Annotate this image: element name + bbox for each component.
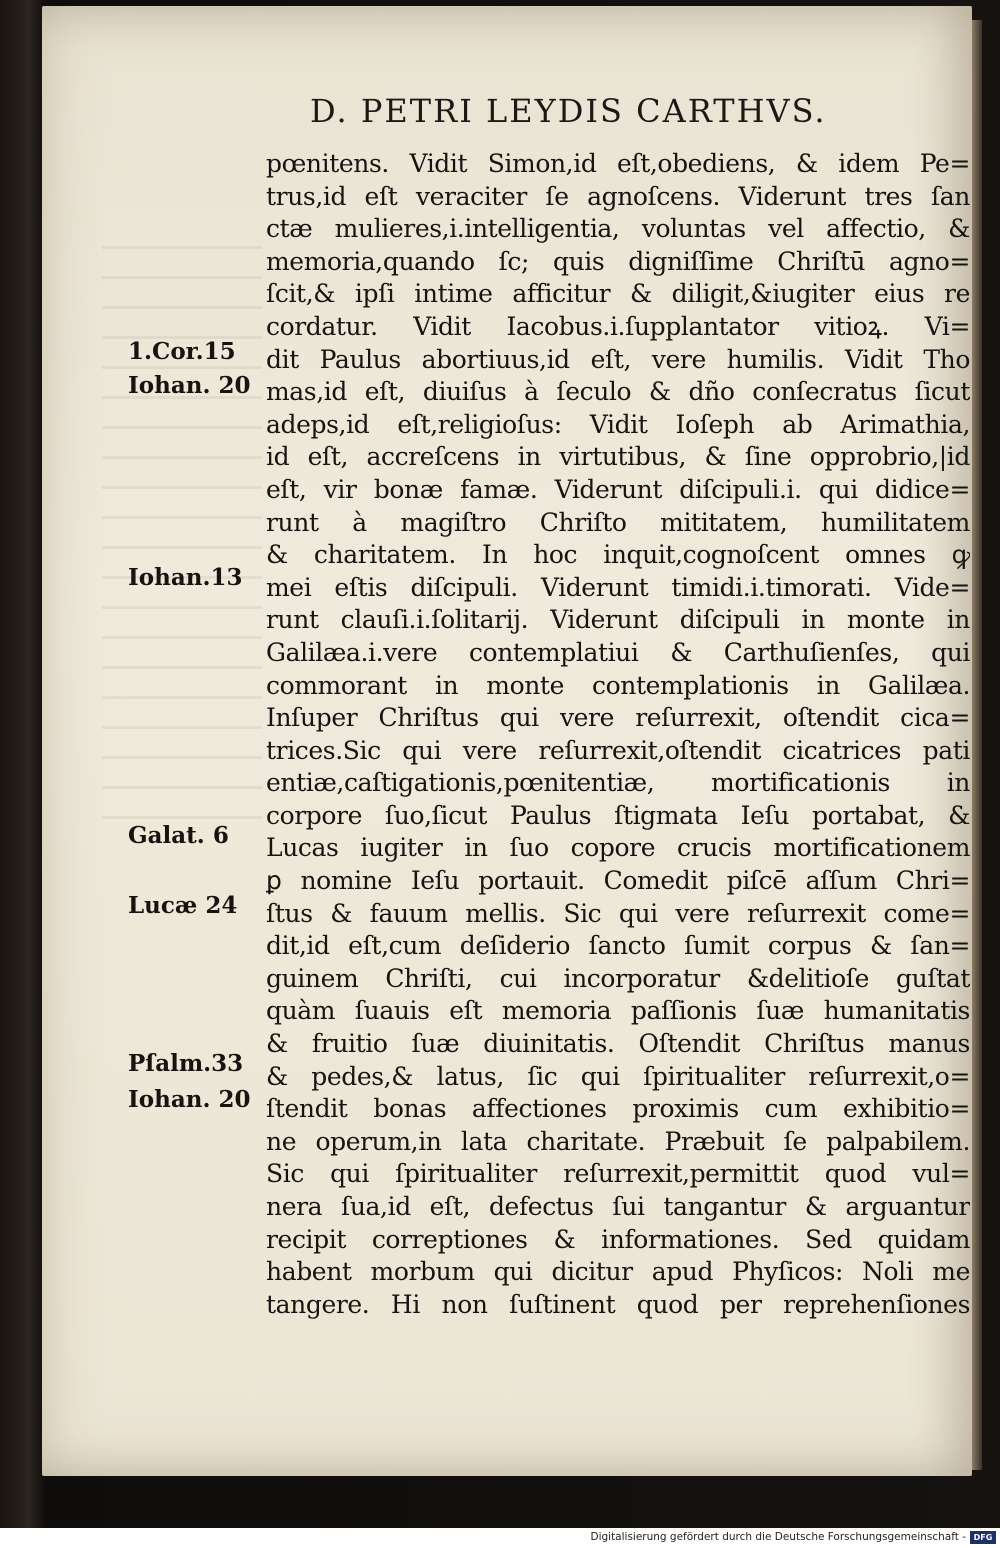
text-line: nera ſua,id eſt, defectus ſui tangantur & arguantur (266, 1192, 970, 1221)
bleed-through-shadow (102, 246, 262, 846)
text-line: memoria,quando ſc; quis digniſſime Chriſtū agno= (266, 246, 970, 276)
margin-note: Iohan.13 (128, 564, 243, 591)
text-line: Lucas iugiter in ſuo copore crucis mortificationem (266, 833, 970, 863)
text-line: trus,id eſt veraciter ſe agnoſcens. Viderunt tres ſan (266, 181, 970, 211)
text-line: dit Paulus abortiuus,id eſt, vere humilis. Vidit Tho (266, 344, 970, 374)
text-line: Inſuper Chriſtus qui vere reſurrexit, oſtendit cica= (266, 703, 970, 733)
text-line: cordatur. Vidit Iacobus.i.ſupplantator vitioꝝ. Vi= (266, 311, 970, 341)
text-line: & charitatem. In hoc inquit,cognoſcent omnes ꝙ (266, 540, 970, 570)
text-line: guinem Chriſti, cui incorporatur &delitioſe guſtat (266, 963, 970, 993)
text-line: ſcit,& ipſi intime afficitur & diligit,&iugiter eius re (266, 279, 970, 309)
margin-note: Iohan. 20 (128, 1086, 251, 1113)
text-line: & fruitio ſuæ diuinitatis. Oſtendit Chriſtus manus (266, 1029, 970, 1059)
text-line: id eſt, accreſcens in virtutibus, & ſine opprobrio,|id (266, 442, 970, 472)
text-line: ne operum,in lata charitate. Præbuit ſe palpabilem. (266, 1126, 970, 1156)
text-line: ſtendit bonas affectiones proximis cum exhibitio= (266, 1094, 970, 1124)
footer-bar (0, 1528, 1000, 1548)
text-line: quàm ſuauis eſt memoria paſſionis ſuæ humanitatis (266, 996, 970, 1026)
text-line: adeps,id eſt,religioſus: Vidit Ioſeph ab Arimathia, (266, 409, 970, 439)
text-line: habent morbum qui dicitur apud Phyſicos: Noli me (266, 1257, 970, 1287)
margin-note: Lucæ 24 (128, 892, 238, 919)
body-text (266, 148, 970, 1321)
text-line: Sic qui ſpiritualiter reſurrexit,permittit quod vul= (266, 1159, 970, 1189)
text-line: Galilæa.i.vere contemplatiui & Carthuſienſes, qui (266, 637, 970, 667)
text-line: trices.Sic qui vere reſurrexit,oſtendit cicatrices pati (266, 735, 970, 765)
text-line: entiæ,caſtigationis,pœnitentiæ, mortificationis in (266, 768, 970, 798)
text-line: mei eſtis diſcipuli. Viderunt timidi.i.timorati. Vide= (266, 572, 970, 602)
margin-note: Pſalm.33 (128, 1050, 244, 1077)
text-line: runt clauſi.i.ſolitarij. Viderunt diſcipuli in monte in (266, 605, 970, 635)
text-line: dit,id eſt,cum deſiderio ſancto ſumit corpus & ſan= (266, 931, 970, 961)
text-line: corpore ſuo,ſicut Paulus ſtigmata Ieſu portabat, & (266, 800, 970, 830)
text-line: eſt, vir bonæ famæ. Viderunt diſcipuli.i. qui didice= (266, 474, 970, 504)
running-head: D. PETRI LEYDIS CARTHVS. (310, 92, 827, 130)
text-line: recipit correptiones & informationes. Sed quidam (266, 1224, 970, 1254)
text-line: pœnitens. Vidit Simon,id eſt,obediens, & idem Pe= (266, 149, 970, 178)
text-line: tangere. Hi non ſuſtinent quod per reprehenſiones (266, 1289, 970, 1319)
dfg-logo: DFG (970, 1531, 996, 1544)
margin-note: 1.Cor.15 (128, 338, 236, 365)
page-edge (972, 20, 982, 1470)
text-line: commorant in monte contemplationis in Galilæa. (266, 670, 970, 700)
text-line: ſtus & fauum mellis. Sic qui vere reſurrexit come= (266, 898, 970, 928)
text-line: mas,id eſt, diuiſus à ſeculo & dño conſecratus ſicut (266, 377, 970, 407)
text-line: ꝑ nomine Ieſu portauit. Comedit piſcē aſſum Chri= (266, 866, 970, 896)
funding-credit: Digitalisierung gefördert durch die Deutsche Forschungsgemeinschaft - (590, 1531, 966, 1543)
margin-note: Iohan. 20 (128, 372, 251, 399)
text-line: & pedes,& latus, ſic qui ſpiritualiter reſurrexit,o= (266, 1061, 970, 1091)
text-line: runt à magiſtro Chriſto mititatem, humilitatem (266, 507, 970, 537)
margin-note: Galat. 6 (128, 822, 229, 849)
text-line: ctæ mulieres,i.intelligentia, voluntas vel affectio, & (266, 214, 970, 244)
